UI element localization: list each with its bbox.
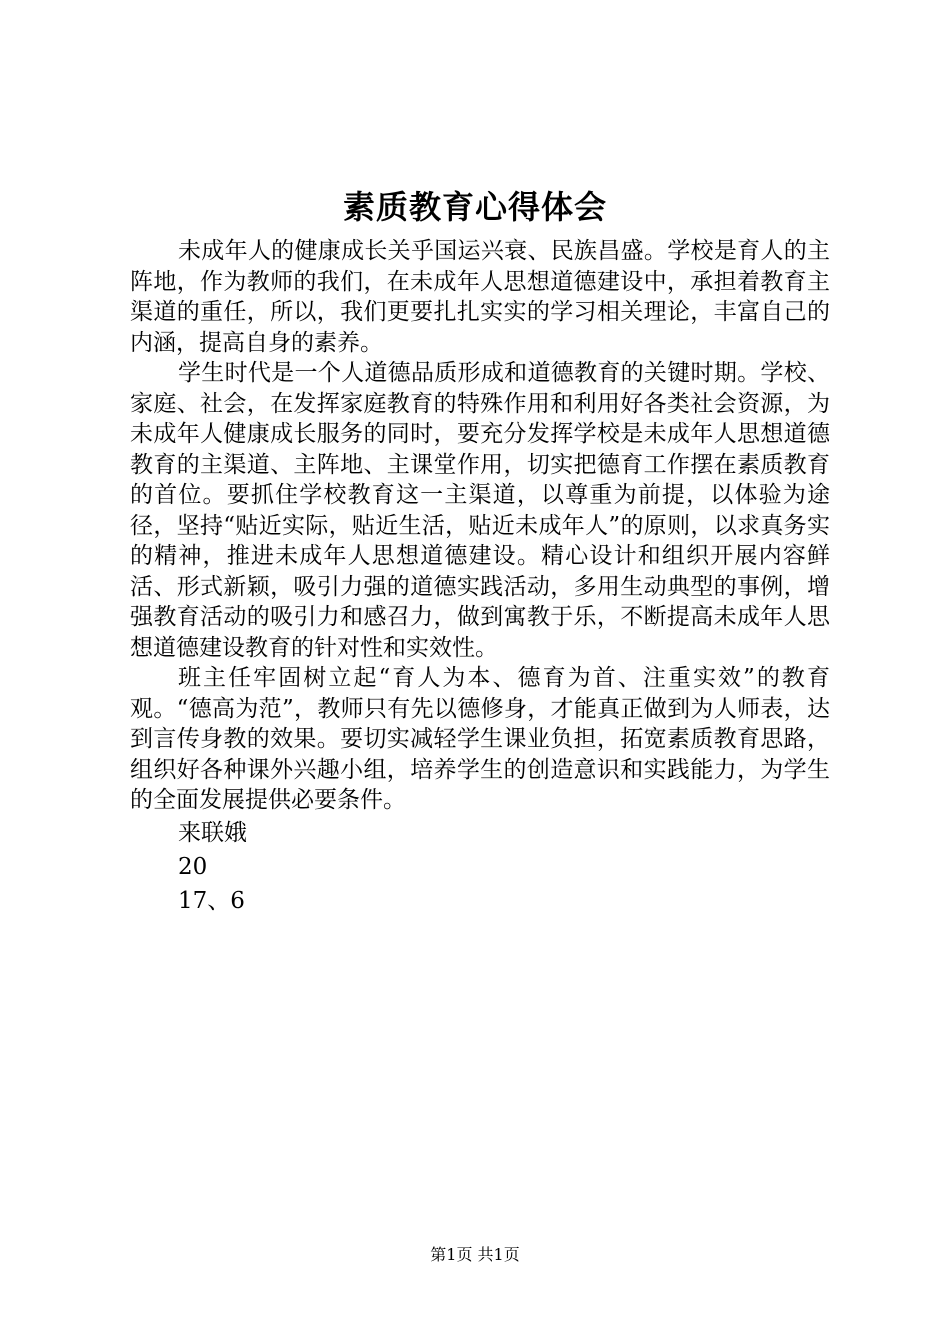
page-footer: 第1页 共1页: [430, 1245, 520, 1264]
paragraph-3: 班主任牢固树立起“育人为本、德育为首、注重实效”的教育观。“德高为范”，教师只有先以德修身，才能真正做到为人师表，达到言传身教的效果。要切实减轻学生课业负担，拓宽素质教育思路，组织好各种课外兴趣小组，培养学生的创造意识和实践能力，为学生的全面发展提供必要条件。: [130, 665, 830, 813]
document-title: 素质教育心得体会: [342, 188, 607, 226]
document-body: [130, 236, 830, 918]
signature-date-line-1: 20: [178, 853, 208, 880]
paragraph-1: 未成年人的健康成长关乎国运兴衰、民族昌盛。学校是育人的主阵地，作为教师的我们，在未成年人思想道德建设中，承担着教育主渠道的重任，所以，我们更要扎扎实实的学习相关理论，丰富自己的内涵，提高自身的素养。: [130, 238, 830, 356]
signature-date-line-2: 17、6: [178, 887, 245, 914]
signature-author: 来联娥: [178, 819, 247, 846]
paragraph-2: 学生时代是一个人道德品质形成和道德教育的关键时期。学校、家庭、社会，在发挥家庭教育的特殊作用和利用好各类社会资源，为未成年人健康成长服务的同时，要充分发挥学校是未成年人思想道德教育的主渠道、主阵地、主课堂作用，切实把德育工作摆在素质教育的首位。要抓住学校教育这一主渠道，以尊重为前提，以体验为途径，坚持“贴近实际，贴近生活，贴近未成年人”的原则，以求真务实的精神，推进未成年人思想道德建设。精心设计和组织开展内容鲜活、形式新颖，吸引力强的道德实践活动，多用生动典型的事例，增强教育活动的吸引力和感召力，做到寓教于乐，不断提高未成年人思想道德建设教育的针对性和实效性。: [130, 360, 830, 661]
